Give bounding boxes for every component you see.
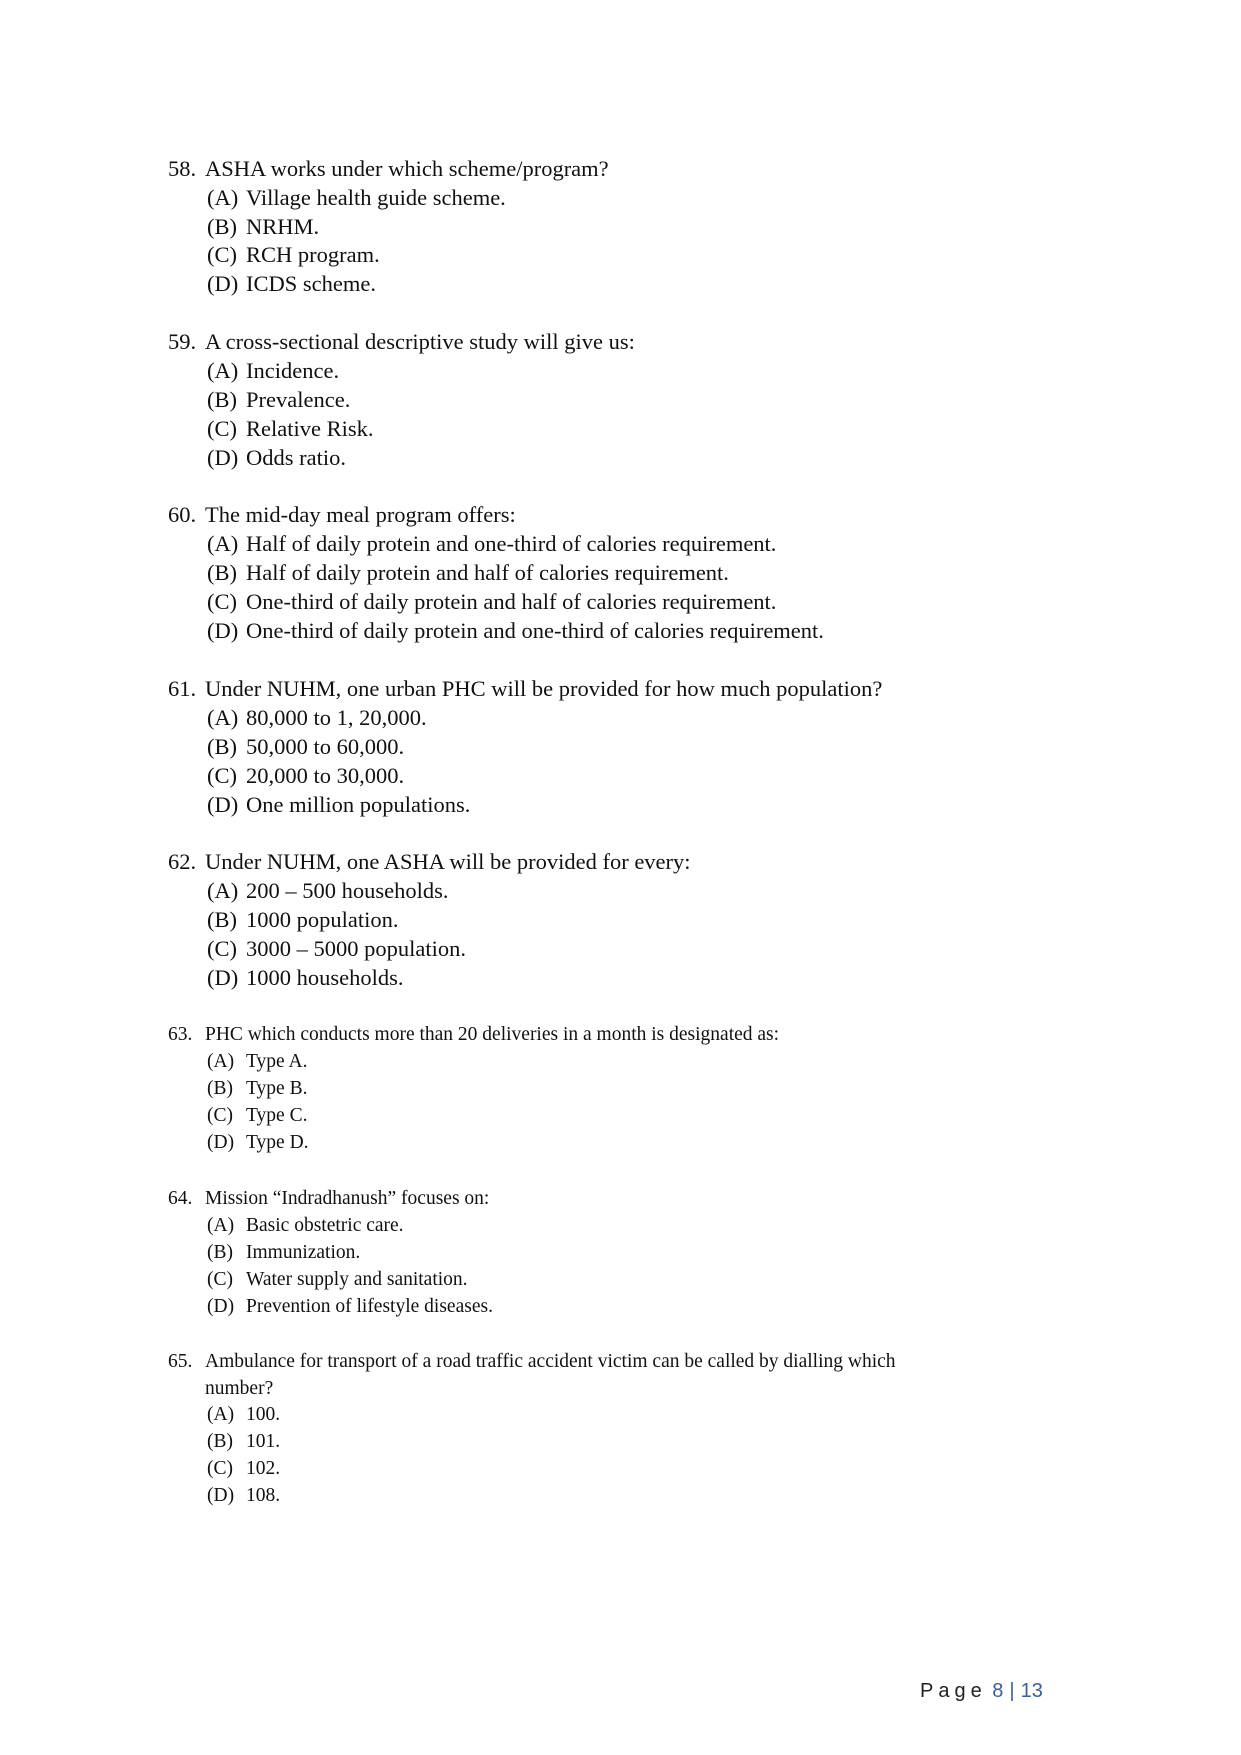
option-c: (C) Relative Risk. xyxy=(207,416,374,441)
question-stem: 60. The mid-day meal program offers: xyxy=(168,502,516,527)
option-b: (B) Type B. xyxy=(207,1078,308,1099)
option-a: (A) Half of daily protein and one-third of calories requirement. xyxy=(207,531,777,556)
option-c: (C) RCH program. xyxy=(207,242,380,267)
question-stem-continuation: number? xyxy=(205,1378,274,1399)
option-b: (B) NRHM. xyxy=(207,214,320,239)
option-a: (A) Incidence. xyxy=(207,358,340,383)
option-a: (A) 100. xyxy=(207,1404,281,1425)
option-d: (D) 1000 households. xyxy=(207,965,404,990)
option-c: (C) Water supply and sanitation. xyxy=(207,1269,468,1290)
option-b: (B) Prevalence. xyxy=(207,387,351,412)
question-stem: 64. Mission “Indradhanush” focuses on: xyxy=(168,1188,490,1209)
option-a: (A) Type A. xyxy=(207,1051,308,1072)
option-d: (D) One-third of daily protein and one-third of calories requirement. xyxy=(207,618,824,643)
option-b: (B) 1000 population. xyxy=(207,907,399,932)
option-a: (A) 200 – 500 households. xyxy=(207,878,449,903)
option-b: (B) 101. xyxy=(207,1431,281,1452)
page-number: 8 xyxy=(992,1680,1004,1702)
option-c: (C) 102. xyxy=(207,1458,281,1479)
question-stem: 59. A cross-sectional descriptive study will give us: xyxy=(168,329,635,354)
option-d: (D) Type D. xyxy=(207,1132,309,1153)
option-a: (A) Village health guide scheme. xyxy=(207,185,506,210)
option-d: (D) ICDS scheme. xyxy=(207,271,376,296)
page-footer xyxy=(920,1680,1043,1703)
page-separator: | xyxy=(1009,1680,1015,1702)
question-stem: 61. Under NUHM, one urban PHC will be provided for how much population? xyxy=(168,676,883,701)
page-label: Page xyxy=(920,1680,987,1702)
option-d: (D) Prevention of lifestyle diseases. xyxy=(207,1296,493,1317)
question-stem: 63. PHC which conducts more than 20 deliveries in a month is designated as: xyxy=(168,1024,780,1045)
option-b: (B) Immunization. xyxy=(207,1242,361,1263)
question-stem: 65. Ambulance for transport of a road traffic accident victim can be called by dialling which xyxy=(168,1351,896,1372)
option-d: (D) 108. xyxy=(207,1485,281,1506)
option-a: (A) Basic obstetric care. xyxy=(207,1215,404,1236)
page-total: 13 xyxy=(1020,1680,1043,1702)
option-d: (D) One million populations. xyxy=(207,792,471,817)
option-c: (C) Type C. xyxy=(207,1105,308,1126)
option-c: (C) 20,000 to 30,000. xyxy=(207,763,405,788)
option-b: (B) Half of daily protein and half of calories requirement. xyxy=(207,560,729,585)
option-a: (A) 80,000 to 1, 20,000. xyxy=(207,705,427,730)
option-d: (D) Odds ratio. xyxy=(207,445,346,470)
question-stem: 58. ASHA works under which scheme/program? xyxy=(168,156,609,181)
option-c: (C) 3000 – 5000 population. xyxy=(207,936,466,961)
question-stem: 62. Under NUHM, one ASHA will be provided for every: xyxy=(168,849,691,874)
option-c: (C) One-third of daily protein and half of calories requirement. xyxy=(207,589,777,614)
option-b: (B) 50,000 to 60,000. xyxy=(207,734,405,759)
